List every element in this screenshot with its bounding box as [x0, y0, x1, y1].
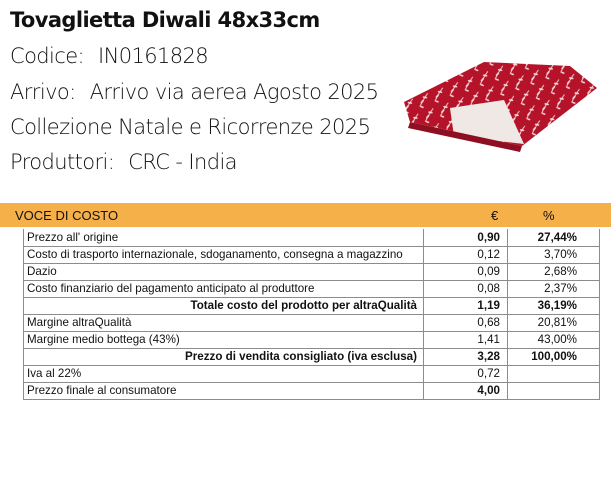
- cost-item-label: Iva al 22%: [24, 365, 424, 382]
- table-row: [24, 263, 600, 280]
- table-row: [24, 297, 600, 314]
- table-row: [24, 314, 600, 331]
- code-value: IN0161828: [98, 44, 209, 68]
- table-row: [24, 365, 600, 382]
- cost-item-percent: [508, 382, 600, 399]
- cost-header-bar: [0, 203, 611, 227]
- cost-item-label: Prezzo di vendita consigliato (iva esclusa): [24, 348, 424, 365]
- producers-value: CRC - India: [128, 150, 237, 174]
- cost-item-percent: 36,19%: [508, 297, 600, 314]
- cost-item-percent: 3,70%: [508, 246, 600, 263]
- arrival-value: Arrivo via aerea Agosto 2025: [89, 80, 379, 104]
- table-row: [24, 331, 600, 348]
- cost-item-euro: 0,72: [424, 365, 508, 382]
- cost-item-label: Costo finanziario del pagamento anticipato al produttore: [24, 280, 424, 297]
- cost-item-label: Totale costo del prodotto per altraQualità: [24, 297, 424, 314]
- product-code: [10, 44, 208, 68]
- cost-table: [23, 229, 600, 400]
- cost-item-euro: 0,08: [424, 280, 508, 297]
- cost-item-label: Dazio: [24, 263, 424, 280]
- cost-item-percent: 2,37%: [508, 280, 600, 297]
- table-row: [24, 382, 600, 399]
- arrival-info: [10, 80, 378, 104]
- product-photo: [392, 36, 611, 160]
- cost-item-percent: [508, 365, 600, 382]
- cost-item-euro: 0,68: [424, 314, 508, 331]
- code-label: Codice:: [10, 44, 85, 68]
- cost-item-label: Prezzo finale al consumatore: [24, 382, 424, 399]
- cost-item-euro: 0,12: [424, 246, 508, 263]
- arrival-label: Arrivo:: [10, 80, 76, 104]
- table-row: [24, 246, 600, 263]
- cost-header-percent: %: [543, 208, 555, 223]
- cost-item-euro: 1,41: [424, 331, 508, 348]
- cost-item-euro: 0,09: [424, 263, 508, 280]
- cost-item-label: Prezzo all' origine: [24, 229, 424, 246]
- cost-item-percent: 27,44%: [508, 229, 600, 246]
- cost-item-label: Margine medio bottega (43%): [24, 331, 424, 348]
- cost-header-euro: €: [491, 208, 499, 223]
- product-title: Tovaglietta Diwali 48x33cm: [10, 8, 320, 32]
- producers-info: [10, 150, 237, 174]
- cost-item-percent: 2,68%: [508, 263, 600, 280]
- cost-item-percent: 100,00%: [508, 348, 600, 365]
- cost-item-percent: 20,81%: [508, 314, 600, 331]
- cost-item-euro: 3,28: [424, 348, 508, 365]
- cost-item-euro: 1,19: [424, 297, 508, 314]
- cost-item-label: Margine altraQualità: [24, 314, 424, 331]
- cost-header-label: VOCE DI COSTO: [15, 208, 119, 223]
- table-row: [24, 348, 600, 365]
- table-row: [24, 229, 600, 246]
- collection-info: Collezione Natale e Ricorrenze 2025: [10, 115, 371, 139]
- table-row: [24, 280, 600, 297]
- cost-item-label: Costo di trasporto internazionale, sdoganamento, consegna a magazzino: [24, 246, 424, 263]
- cost-item-euro: 0,90: [424, 229, 508, 246]
- cost-item-percent: 43,00%: [508, 331, 600, 348]
- producers-label: Produttori:: [10, 150, 115, 174]
- cost-item-euro: 4,00: [424, 382, 508, 399]
